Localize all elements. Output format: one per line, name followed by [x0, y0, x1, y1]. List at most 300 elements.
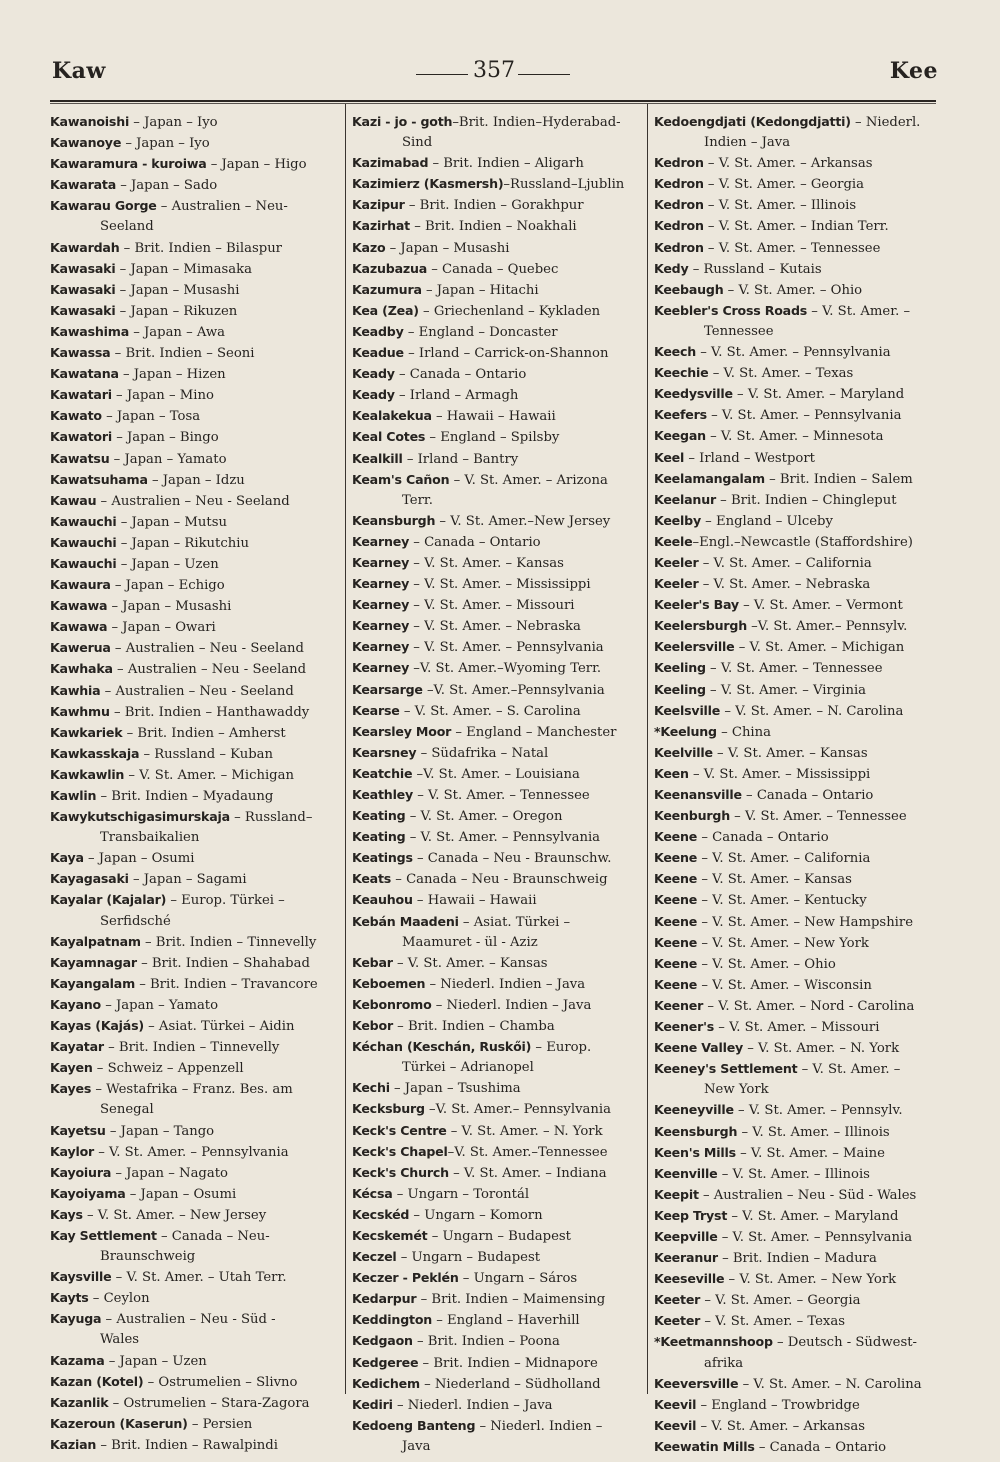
gazetteer-entry	[352, 595, 642, 616]
page-number: 357	[473, 58, 515, 83]
entry-location: – V. St. Amer. – Kansas	[697, 872, 852, 888]
entry-location: –V. St. Amer.– Pennsylv.	[746, 619, 908, 635]
gazetteer-entry	[352, 1184, 642, 1205]
entry-headword: Keady	[352, 366, 395, 382]
entry-location: – Russland–	[229, 810, 313, 826]
gazetteer-entry	[654, 1332, 944, 1373]
entry-headword: Keene	[654, 829, 698, 845]
entry-location: – V. St. Amer. – New Jersey	[82, 1207, 267, 1223]
entry-headword: Keck's Centre	[352, 1122, 447, 1138]
entry-location: – Japan – Rikuzen	[115, 303, 238, 319]
gazetteer-entry	[654, 1059, 944, 1100]
gazetteer-entry	[352, 406, 642, 427]
gazetteer-entry	[352, 511, 642, 532]
entry-headword: Kayts	[50, 1290, 89, 1306]
entry-location: – England – Manchester	[451, 724, 617, 740]
entry-location: – V. St. Amer. – Arkansas	[703, 156, 873, 172]
entry-headword: Kawau	[50, 492, 97, 508]
entry-headword: Kearney	[352, 554, 410, 570]
entry-headword: Kearney	[352, 660, 410, 676]
entry-location: – Japan – Awa	[129, 324, 225, 340]
header-rule-thin	[50, 103, 936, 104]
entry-location: – Brit. Indien – Bilaspur	[119, 240, 282, 256]
entry-location: – Japan – Musashi	[385, 240, 510, 256]
gazetteer-entry	[654, 532, 944, 553]
entry-headword: Kawauchi	[50, 555, 117, 571]
gazetteer-entry	[654, 426, 944, 447]
gazetteer-entry	[50, 154, 340, 175]
entry-headword: Kawhmu	[50, 703, 110, 719]
entry-location: – V. St. Amer. – Maryland	[732, 387, 905, 403]
gazetteer-entry	[352, 701, 642, 722]
entry-location: – Canada – Ontario	[741, 788, 874, 803]
column-2	[352, 112, 642, 1457]
entry-headword: Kecskemét	[352, 1227, 428, 1243]
gazetteer-entry	[654, 1437, 944, 1458]
entry-headword: Kazumura	[352, 281, 422, 297]
entry-location: – V. St. Amer. – Mississippi	[688, 766, 871, 782]
gazetteer-entry	[352, 722, 642, 743]
gazetteer-entry	[50, 1184, 340, 1205]
entry-headword: Kayuga	[50, 1311, 102, 1327]
gazetteer-entry	[352, 1310, 642, 1331]
entry-location: – Brit. Indien – Rawalpindi	[96, 1437, 278, 1453]
gazetteer-entry	[352, 174, 642, 195]
gazetteer-entry	[654, 1269, 944, 1290]
entry-location: – V. St. Amer. – Nebraska	[409, 619, 581, 635]
entry-headword: Kawlin	[50, 788, 97, 803]
entry-headword: Kedoeng Banteng	[352, 1417, 476, 1433]
gazetteer-entry	[654, 195, 944, 216]
entry-location: – Europ.	[531, 1040, 592, 1056]
gazetteer-entry	[654, 1290, 944, 1311]
gazetteer-entry	[352, 953, 642, 974]
gazetteer-entry	[50, 133, 340, 154]
entry-headword: Keelersburgh	[654, 618, 747, 634]
entry-location: – Japan – Yamato	[101, 997, 219, 1013]
entry-headword: Kazimabad	[352, 155, 429, 171]
entry-headword: Keathley	[352, 787, 414, 802]
entry-location: – Brit. Indien – Gorakhpur	[404, 198, 584, 214]
entry-location: – Ostrumelien – Stara-Zagora	[108, 1395, 310, 1411]
entry-headword: Keating	[352, 829, 406, 845]
gazetteer-entry	[352, 1099, 642, 1120]
entry-headword: Kawatsuhama	[50, 471, 148, 487]
entry-headword: Keepville	[654, 1228, 718, 1244]
entry-continuation: Tennessee	[704, 323, 774, 339]
entry-location: – V. St. Amer. – Ohio	[723, 282, 863, 298]
entry-location: – V. St. Amer. – Kansas	[409, 555, 564, 571]
entry-location: – V. St. Amer. – Pennsylvania	[706, 408, 902, 424]
gazetteer-entry	[352, 470, 642, 511]
entry-headword: Kawauchi	[50, 534, 117, 550]
gazetteer-entry	[50, 932, 340, 953]
gazetteer-entry	[352, 280, 642, 301]
gazetteer-entry	[654, 511, 944, 532]
gazetteer-entry	[352, 974, 642, 995]
entry-headword: Kawanoishi	[50, 114, 130, 129]
entry-headword: Keating	[352, 808, 406, 824]
gazetteer-entry	[50, 406, 340, 427]
gazetteer-entry	[654, 848, 944, 869]
entry-location: – Australien – Neu - Seeland	[96, 493, 290, 509]
entry-headword: Kedichem	[352, 1375, 420, 1391]
entry-headword: Keansburgh	[352, 512, 436, 528]
entry-headword: Keedysville	[654, 386, 733, 402]
entry-headword: Kazimierz (Kasmersh)	[352, 176, 504, 192]
entry-location: – V. St. Amer. – Pennsylvania	[717, 1229, 913, 1245]
entry-continuation: Senegal	[100, 1102, 154, 1118]
entry-continuation: Serfidsché	[100, 913, 171, 929]
entry-location: – V. St. Amer. – Utah Terr.	[111, 1270, 287, 1286]
entry-headword: Kebán Maadeni	[352, 913, 459, 929]
entry-continuation: Java	[402, 1438, 431, 1454]
entry-headword: Keefers	[654, 407, 707, 423]
entry-location: – V. St. Amer. – Oregon	[405, 809, 563, 825]
entry-location: – Brit. Indien – Travancore	[135, 976, 318, 992]
entry-location: – Japan – Mino	[111, 388, 214, 404]
entry-location: –V. St. Amer.–Wyoming Terr.	[409, 661, 602, 677]
gazetteer-entry	[654, 448, 944, 469]
entry-headword: Kayatar	[50, 1039, 104, 1055]
entry-headword: Kecskéd	[352, 1206, 410, 1222]
gazetteer-entry	[654, 384, 944, 405]
entry-headword: Kayoiyama	[50, 1185, 126, 1201]
entry-location: – England – Doncaster	[403, 324, 558, 340]
entry-location: – V. St. Amer. – Texas	[700, 1314, 845, 1330]
entry-headword: Keener's	[654, 1019, 715, 1035]
gazetteer-entry	[50, 1163, 340, 1184]
gazetteer-entry	[352, 743, 642, 764]
gazetteer-entry	[50, 659, 340, 680]
entry-location: – V. St. Amer. – S. Carolina	[399, 703, 581, 719]
entry-location: – Europ. Türkei –	[166, 893, 285, 909]
gazetteer-entry	[352, 1331, 642, 1352]
entry-location: – V. St. Amer. – Vermont	[738, 598, 903, 614]
gazetteer-entry	[352, 1121, 642, 1142]
entry-headword: Keeler	[654, 576, 699, 592]
header-rule	[50, 100, 936, 102]
entry-headword: Kayagasaki	[50, 871, 129, 887]
gazetteer-entry	[654, 216, 944, 237]
entry-location: – V. St. Amer. – Nord - Carolina	[703, 998, 915, 1014]
entry-headword: Kayano	[50, 996, 101, 1012]
entry-location: – Japan – Musashi	[115, 282, 240, 298]
entry-location: – Brit. Indien – Midnapore	[418, 1355, 598, 1371]
entry-headword: Keelamangalam	[654, 470, 765, 486]
entry-location: – Australien – Neu-	[156, 199, 288, 215]
gazetteer-entry	[352, 1016, 642, 1037]
gazetteer-entry	[50, 702, 340, 723]
entry-headword: Keen's Mills	[654, 1144, 736, 1160]
entry-headword: Keen	[654, 765, 689, 781]
entry-headword: Keene	[654, 892, 698, 908]
entry-headword: Keevil	[654, 1417, 697, 1433]
gazetteer-entry	[50, 848, 340, 869]
gazetteer-entry	[352, 574, 642, 595]
entry-location: – V. St. Amer. – Texas	[708, 366, 854, 382]
entry-headword: Keep Tryst	[654, 1207, 728, 1223]
gazetteer-entry	[50, 1142, 340, 1163]
entry-location: – Japan – Owari	[107, 620, 216, 636]
gazetteer-entry	[352, 995, 642, 1016]
entry-headword: Kealakekua	[352, 408, 432, 424]
gazetteer-entry	[654, 1416, 944, 1437]
gazetteer-entry	[50, 343, 340, 364]
entry-headword: Kearney	[352, 576, 410, 592]
entry-location: – V. St. Amer. – Wisconsin	[697, 977, 872, 993]
gazetteer-entry	[50, 638, 340, 659]
entry-location: – Japan – Yamato	[109, 451, 227, 467]
gazetteer-entry	[352, 1037, 642, 1078]
entry-headword: Keener	[654, 997, 704, 1013]
running-head-left: Kaw	[52, 58, 106, 84]
entry-location: – Brit. Indien – Amherst	[122, 725, 286, 741]
entry-location: – V. St. Amer. – N. York	[743, 1041, 900, 1057]
entry-location: – V. St. Amer. – Michigan	[734, 640, 905, 656]
entry-headword: Kebonromo	[352, 996, 432, 1012]
entry-location: – V. St. Amer. – Kansas	[712, 745, 868, 761]
gazetteer-entry	[50, 1288, 340, 1309]
entry-headword: Kéchan (Keschán, Ruskői)	[352, 1039, 532, 1055]
entry-location: – V. St. Amer. –	[797, 1062, 901, 1078]
entry-headword: Kawaramura - kuroiwa	[50, 156, 207, 172]
entry-location: – Westafrika – Franz. Bes. am	[91, 1082, 293, 1098]
entry-headword: Kedron	[654, 197, 704, 213]
entry-headword: Keeter	[654, 1292, 701, 1308]
entry-location: – Brit. Indien – Seoni	[110, 346, 255, 362]
gazetteer-entry	[50, 1267, 340, 1288]
gazetteer-entry	[352, 827, 642, 848]
entry-location: – Niederl.	[850, 115, 921, 130]
entry-headword: Keele	[654, 533, 693, 549]
gazetteer-entry	[352, 1374, 642, 1395]
entry-headword: Keene	[654, 955, 698, 971]
entry-headword: Keelville	[654, 744, 713, 760]
gazetteer-entry	[50, 1372, 340, 1393]
gazetteer-entry	[654, 975, 944, 996]
entry-location: – Japan – Iyo	[129, 115, 218, 130]
running-head-right: Kee	[889, 58, 938, 84]
entry-location: – V. St. Amer. – Maine	[735, 1145, 885, 1161]
gazetteer-entry	[654, 1122, 944, 1143]
entry-headword: Keelsville	[654, 702, 721, 718]
gazetteer-entry	[654, 933, 944, 954]
entry-headword: Kedy	[654, 260, 689, 276]
entry-location: – Japan – Osumi	[125, 1186, 237, 1202]
entry-headword: Keboemen	[352, 975, 426, 991]
entry-location: – Asiat. Türkei – Aidin	[143, 1019, 295, 1035]
entry-location: – V. St. Amer. – California	[698, 555, 872, 571]
gazetteer-entry	[50, 1037, 340, 1058]
entry-location: – Japan – Uzen	[116, 556, 219, 572]
entry-headword: Keeversville	[654, 1375, 739, 1391]
entry-location: – Griechenland – Kykladen	[418, 303, 601, 319]
entry-headword: Kea (Zea)	[352, 302, 419, 318]
column-divider-2	[647, 104, 648, 1394]
entry-location: – Brit. Indien – Tinnevelly	[140, 934, 317, 950]
gazetteer-entry	[654, 574, 944, 595]
entry-headword: Keadue	[352, 345, 404, 361]
entry-headword: Kawashima	[50, 323, 129, 339]
entry-location: – Japan – Uzen	[104, 1353, 207, 1369]
gazetteer-entry	[654, 616, 944, 637]
entry-headword: Kealkill	[352, 450, 403, 466]
entry-headword: Kawhaka	[50, 661, 113, 677]
entry-headword: Kaya	[50, 850, 84, 866]
gazetteer-entry	[654, 342, 944, 363]
entry-location: – Australien – Neu - Seeland	[112, 662, 307, 678]
gazetteer-entry	[352, 869, 642, 890]
entry-continuation: afrika	[704, 1355, 744, 1371]
entry-headword: Kaysville	[50, 1269, 112, 1285]
gazetteer-entry	[352, 364, 642, 385]
entry-headword: Keddington	[352, 1312, 433, 1328]
gazetteer-entry	[654, 890, 944, 911]
entry-location: – Brit. Indien – Maimensing	[416, 1292, 606, 1308]
entry-headword: Keepit	[654, 1186, 699, 1202]
gazetteer-entry	[50, 364, 340, 385]
entry-headword: Kawawa	[50, 619, 108, 635]
entry-headword: Kawaura	[50, 577, 111, 593]
entry-headword: Kawatsu	[50, 450, 110, 466]
entry-location: –Engl.–Newcastle (Staffordshire)	[692, 534, 913, 550]
gazetteer-entry	[654, 1185, 944, 1206]
entry-location: – Ungarn – Budapest	[396, 1250, 541, 1266]
entry-continuation: Sind	[402, 135, 433, 151]
entry-headword: Kayamnagar	[50, 954, 137, 970]
entry-location: – V. St. Amer. – Indiana	[448, 1165, 607, 1181]
entry-headword: *Keelung	[654, 723, 717, 739]
entry-location: – V. St. Amer. – N. York	[446, 1123, 603, 1139]
gazetteer-entry	[50, 196, 340, 237]
entry-location: – Japan – Sado	[116, 178, 218, 194]
gazetteer-entry	[50, 322, 340, 343]
gazetteer-entry	[352, 658, 642, 679]
entry-location: – Japan – Tosa	[101, 409, 201, 425]
gazetteer-entry	[352, 806, 642, 827]
entry-headword: Kazipur	[352, 197, 405, 213]
gazetteer-entry	[352, 216, 642, 237]
gazetteer-entry	[50, 1309, 340, 1350]
entry-location: – Japan – Bingo	[112, 430, 219, 446]
entry-location: – V. St. Amer. – New Hampshire	[697, 914, 914, 930]
entry-location: – Japan – Higo	[206, 157, 307, 173]
entry-headword: Keeling	[654, 660, 706, 676]
entry-headword: Kedgaon	[352, 1333, 413, 1349]
gazetteer-entry	[352, 1247, 642, 1268]
entry-location: – V. St. Amer. –	[807, 303, 911, 319]
entry-location: – Irland – Bantry	[402, 451, 519, 467]
gazetteer-entry	[50, 1351, 340, 1372]
gazetteer-entry	[352, 1416, 642, 1457]
entry-headword: Kearney	[352, 533, 410, 549]
gazetteer-entry	[50, 1121, 340, 1142]
entry-location: – V. St. Amer. – Indian Terr.	[703, 219, 889, 235]
entry-location: – Japan – Iyo	[121, 136, 210, 152]
entry-location: – Canada – Ontario	[409, 534, 541, 550]
gazetteer-entry	[352, 1205, 642, 1226]
entry-location: – V. St. Amer. – Virginia	[705, 682, 867, 698]
entry-location: – V. St. Amer. – Georgia	[700, 1293, 861, 1309]
gazetteer-entry	[352, 1142, 642, 1163]
gazetteer-entry	[50, 533, 340, 554]
entry-headword: Keeranur	[654, 1250, 718, 1266]
entry-headword: Kebar	[352, 954, 393, 970]
gazetteer-entry	[352, 890, 642, 911]
entry-continuation: Indien – Java	[704, 135, 791, 151]
gazetteer-entry	[50, 681, 340, 702]
entry-headword: Kazeroun (Kaserun)	[50, 1415, 188, 1431]
gazetteer-entry	[50, 596, 340, 617]
entry-location: – Hawaii – Hawaii	[431, 409, 556, 425]
entry-location: – Ungarn – Budapest	[427, 1228, 571, 1244]
gazetteer-entry	[50, 175, 340, 196]
entry-headword: Keensburgh	[654, 1123, 738, 1139]
entry-headword: Kawarata	[50, 177, 117, 193]
entry-location: – V. St. Amer. – Pennsylvania	[409, 640, 604, 656]
entry-location: – V. St. Amer. – Georgia	[703, 177, 864, 193]
entry-headword: Kawasaki	[50, 302, 116, 318]
entry-location: – Irland – Westport	[684, 450, 815, 466]
entry-headword: Kedarpur	[352, 1291, 417, 1307]
gazetteer-entry	[352, 1078, 642, 1099]
gazetteer-entry	[654, 112, 944, 153]
entry-headword: Keel	[654, 449, 685, 465]
entry-location: – Australien – Neu - Seeland	[110, 641, 304, 657]
entry-headword: Kediri	[352, 1396, 393, 1412]
entry-location: – Brit. Indien – Noakhali	[410, 219, 577, 235]
entry-headword: Kazan (Kotel)	[50, 1373, 144, 1389]
entry-location: – Canada – Neu - Braunschw.	[412, 851, 612, 867]
gazetteer-entry	[352, 1353, 642, 1374]
gazetteer-entry	[654, 469, 944, 490]
entry-headword: Kayes	[50, 1081, 92, 1097]
entry-location: – Niederl. Indien – Java	[431, 997, 592, 1013]
gazetteer-entry	[50, 1058, 340, 1079]
gazetteer-entry	[654, 785, 944, 806]
entry-headword: Keene	[654, 934, 698, 950]
entry-location: – V. St. Amer. – Tennessee	[703, 240, 881, 256]
entry-location: – Canada – Neu - Braunschweig	[391, 872, 608, 888]
entry-headword: Keeler	[654, 554, 699, 570]
entry-headword: Keauhou	[352, 892, 413, 908]
gazetteer-entry	[50, 765, 340, 786]
gazetteer-entry	[352, 259, 642, 280]
entry-location: – Niederland – Südholland	[419, 1376, 601, 1392]
gazetteer-entry	[352, 238, 642, 259]
entry-location: – Russland – Kuban	[139, 746, 274, 762]
entry-headword: Kays	[50, 1206, 83, 1222]
entry-headword: Kayetsu	[50, 1122, 106, 1138]
gazetteer-entry	[352, 785, 642, 806]
entry-location: – V. St. Amer. – Kansas	[392, 955, 548, 971]
entry-location: – Russland – Kutais	[688, 261, 822, 277]
entry-headword: Keech	[654, 344, 697, 360]
entry-location: – V. St. Amer. – Pennsylvania	[696, 345, 891, 361]
entry-continuation: Seeland	[100, 219, 154, 235]
gazetteer-entry	[654, 1143, 944, 1164]
gazetteer-entry	[654, 405, 944, 426]
gazetteer-entry	[654, 996, 944, 1017]
entry-location: – Brit. Indien – Shahabad	[136, 955, 310, 971]
gazetteer-entry	[654, 1017, 944, 1038]
entry-location: – Niederl. Indien –	[475, 1418, 603, 1434]
entry-location: – Brit. Indien – Chingleput	[715, 492, 897, 508]
entry-headword: Kearse	[352, 702, 400, 718]
entry-location: –V. St. Amer.–Pennsylvania	[422, 682, 605, 698]
gazetteer-entry	[50, 1205, 340, 1226]
